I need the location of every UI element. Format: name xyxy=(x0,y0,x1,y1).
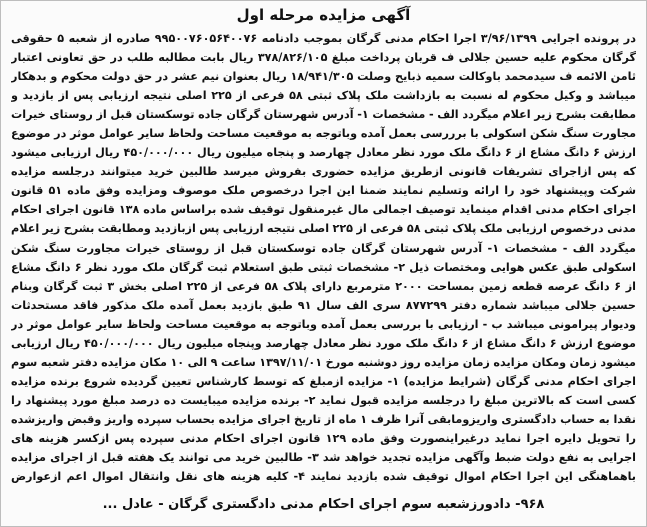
notice-title: آگهی مزایده مرحله اول xyxy=(236,6,411,24)
notice-body: در پرونده اجرایی ۳/۹۶/۱۳۹۹ اجرا احکام مدنی گرگان بموجب دادنامه ۹۹۵۰۰۷۶۰۵۶۴۰۰۷۶ صادره از شعبه ۵ حقوقی گرگان محکوم علیه حسین جلالی ف قربان پرداخت مبلغ ۳۷۸/۸۲۶/۱۰۵ ریال بابت مطالبه طلب در حق تعاونی اعتبار ثامن الائمه ف سیدمحمد باوکالت سمیه ذبایح وصلت ۱۸/۹۴۱/۳۰۵ ریال بعنوان نیم عشر در حق دولت محکوم و بدهکار میباشد و وکیل محکوم له نسبت به بازداشت ملک پلاک ثبتی ۵۸ فرعی از ۲۲۵ اصلی نتیجه ارزیابی پس از بازدید و مطابقت بشرح زیر اعلام میگردد الف - مشخصات ۱- آدرس شهرستان گرگان جاده توسکستان قبل از روستای خیرات مجاورت سنگ شکن اسکولی با برررسی بعمل آمده وباتوجه به موقعیت مساحت ولحاظ سایر عوامل موثر در موضوع ارزش ۶ دانگ مشاع از ۶ دانگ ملک مورد نظر معادل چهارصد و پنجاه میلیون ریال ۴۵۰/۰۰۰/۰۰۰ ریال ارزیابی میشود که پس ازاجرای تشریفات قانونی ازطریق مزایده حضوری بفروش میرسد طالبین خرید میتوانند درجلسه مزایده شرکت وپیشنهاد خود را ارائه وتسلیم نمایند ضمنا این اجرا درخصوص ملک موصوف ومزایده وفق ماده ۵۱ قانون اجرای احکام مدنی اقدام مینماید توصیف اجمالی مال غیرمنقول توقیف شده براساس ماده ۱۳۸ قانون اجرای احکام مدنی درخصوص ارزیابی ملک پلاک ثبتی ۵۸ فرعی از ۲۲۵ اصلی نتیجه ارزیابی پس ازبازدید ومطابقت بشرح زیر اعلام میگردد الف - مشخصات ۱- آدرس شهرستان گرگان جاده توسکستان قبل از روستای خیرات مجاورت سنگ شکن اسکولی طبق عکس هوایی ومختصات ذیل ۲- مشخصات ثبتی طبق استعلام ثبت گرگان ملک مورد نظر ۶ دانگ مشاع از ۶ دانگ عرصه قطعه زمین بمساحت ۲۰۰۰ مترمربع دارای پلاک ۵۸ فرعی از ۲۲۵ اصلی بخش ۳ ثبت گرگان وبنام حسین جلالی میباشد شماره دفتر ۸۷۷۲۹۹ سری الف سال ۹۱ طبق بازدید بعمل آمده ملک مذکور فاقد مستحدثات ودیوار پیرامونی میباشد ب - ارزیابی با بررسی بعمل آمده وباتوجه به موقعیت مساحت ولحاظ سایر عوامل موثر در موضوع ارزش ۶ دانگ مشاع از ۶ دانگ ملک مورد نظر معادل چهارصد وپنجاه میلیون ریال ۴۵۰/۰۰۰/۰۰۰ ریال ارزیابی میشود زمان ومکان مزایده زمان مزایده روز دوشنبه مورخ ۱۳۹۷/۱۱/۰۱ ساعت ۹ الی ۱۰ مکان مزایده دفتر شعبه سوم اجرای احکام مدنی گرگان (شرایط مزایده) ۱- مزایده ازمبلغ که توسط کارشناس تعیین گردیده شروع برنده مزایده کسی است که بالاترین مبلغ را درجلسه مزایده قبول نماید ۲- برنده مزایده میبایست ده درصد مبلغ مورد پیشنهاد را نقدا به حساب دادگستری واریزومابقی آنرا ظرف ۱ ماه از تاریخ اجرای مزایده بحساب سپرده واریز وقبض واریزشده را تحویل دایره اجرا نماید درغیراینصورت وفق ماده ۱۲۹ قانون اجرای احکام مدنی سپرده پس ازکسر هزینه های اجرایی به نفع دولت ضبط وآگهی مزایده تجدید خواهد شد ۳- طالبین خرید می توانند یک هفته قبل از اجرای مزایده باهماهنگی این اجرا احکام اموال توقیف شده بازدید نمایند ۴- کلیه هزینه های نقل وانتقال اموال اعم ازعوارض xyxy=(11,32,636,484)
notice-footer-signature: ۹۶۸- دادورزشعبه سوم اجرای احکام مدنی دادگستری گرگان - عادل ... xyxy=(102,497,545,512)
